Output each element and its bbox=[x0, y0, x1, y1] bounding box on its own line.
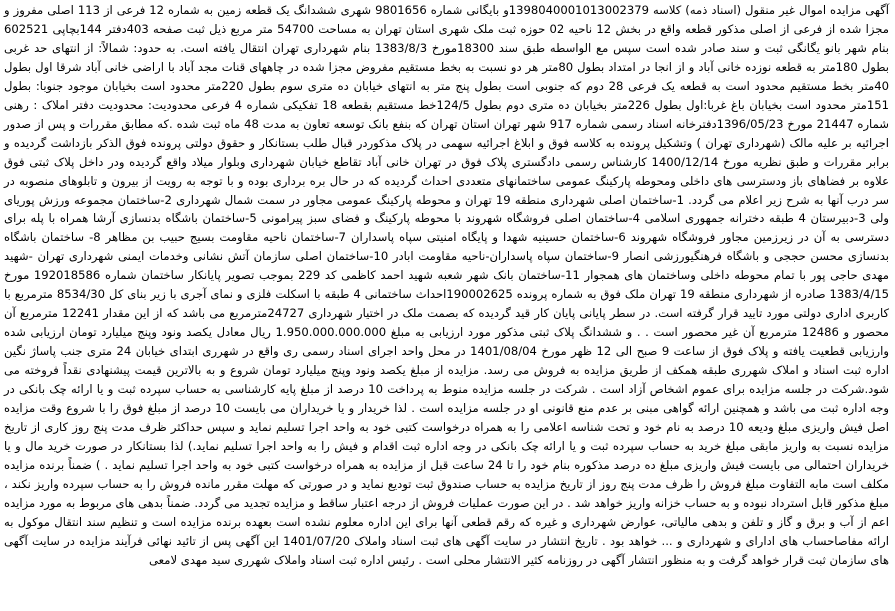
auction-notice-text: آگهی مزایده اموال غیر منقول (اسناد ذمه) کلاسه 1398040001013002379و بایگانی شماره 9801656 شهری ششدانگ یک قطعه زمین به شماره 12 فرعی از 113 اصلی مفروز و مجزا شده از فرعی از اصلی مذکور قطعه واقع در بخش 12 ناحیه 02 حوزه ثبت ملک شهری استان تهران به مساحت 54700 متر مربع ذیل ثبت صفحه 403دفتر 144بچاپی 602521 بنام شهر بانو یگانگی ثبت و سند صادر شده است سپس مع الواسطه طبق سند 18300مورخ 1383/8/3 بنام شهرداری تهران انتقال یافته است. به حدود: شمالاً: از انتهای حد غربی بطول 180متر به قطعه نوزده خانی آباد و از انجا در امتداد بطول 80متر هر دو نسبت به بخط مستقیم مفروض مجزا شده در چاههای قنات مجد آباد با اراضی خانی آباد شرقا اول بطول 40متر بخط مستقیم محدود است به قطعه یک فرعی 28 دوم که جنوبی است بطول پنج متر به انتهای خیابان ده متری سوم بطول 220متر محدود است بخیابان موجود جنوبا: بطول 151متر محدود است بخیابان باغ غربا:اول بطول 226متر بخیابان ده متری دوم بطول 124/5خط مستقیم بقطعه 18 تفکیکی شماره 4 فرعی محدودیت: محدودیت دفتر املاک : رهنی شماره 21447 مورخ 1396/05/23دفترخانه اسناد رسمی شماره 917 شهر تهران استان تهران که بنفع بانک توسعه تعاون به مدت 48 ماه ثبت شده .که مطابق مقررات و پس از صدور اجرائیه بر علیه مالک (شهرداری تهران ) وتشکیل پرونده به کلاسه فوق و ابلاغ اجرائیه سهمی در پلاک مذکوردر قبال طلب بستانکار و حقوق دولتی پرونده فوق الذکر بازداشت گردیده و برابر مقررات و طبق نظریه مورخ 1400/12/14 کارشناس رسمی دادگستری پلاک فوق در تهران خانی آباد تقاطع خیابان شهرداری وبلوار میلاد واقع گردیده ودر داخل پلاک ثبتی فوق علاوه بر فضاهای باز ودسترسی های داخلی ومحوطه پارکینگ عمومی ساختمانهای متعددی احداث گردیده که در حال بره برداری بوده و با توجه به رویت از بیرون و تابلوهای منصوبه در سر درب آنها به شرح زیر اعلام می گردد. 1-ساختمان اصلی شهرداری منطقه 19 تهران و محوطه پارکینگ عمومی مجاور در سمت شمال شهرداری 2-ساختمان مجموعه ورزش پوریای ولی 3-دبیرستان 4 طبقه دخترانه جمهوری اسلامی 4-ساختمان اصلی فروشگاه شهروند با محوطه پارکینگ و فضای سبز پیرامونی 5-ساختمان باشگاه بدنسازی آرشا همراه با پله برای دسترسی به آن در زیرزمین مجاور فروشگاه شهروند 6-ساختمان حسینیه شهدا و پایگاه امنیتی سپاه پاسداران 7-ساختمان ناحیه مقاومت بسیج حبیب بن مظاهر 8- ساختمان باشگاه بدنسازی محسن حججی و باشگاه فرهنگیورزشی انصار 9-ساختمان سپاه پاسداران-ناحیه مقاومت ابادر 10-ساختمان اصلی سازمان آتش نشانی وخدمات ایمنی شهرداری تهران -شهید مهدی حاجی پور با تمام محوطه داخلی وساختمان های همجوار 11-ساختمان بانک شهر شعبه شهید احمد کاظمی کد 229 بموجب تصویر پایانکار ساختمان شماره 192018586 مورخ 1383/4/15 صادره از شهرداری منطقه 19 تهران ملک فوق به شماره پرونده 190002625احداث ساختمانی 4 طبقه با اسکلت فلزی و نمای آجری با زیر بنای کل 8534/30 مترمربع با کاربری اداری دولتی مورد تایید قرار گرفته است. در سطر پایانی پایان کار قید گردیده که بصمت ملک در اختیار شهرداری 24727مترمربع می باشد که از این مقدار 12241 مترمربع آن محصور و 12486 مترمربع آن غیر محصور است . . و ششدانگ پلاک ثبتی مذکور مورد ارزیابی به مبلغ 1.950.000.000.000 ریال معادل یکصد ونود وپنج میلیارد تومان ارزیابی شده وارزیابی قطعیت یافته و پلاک فوق از ساعت 9 صبح الی 12 ظهر مورخ 1401/08/04 در محل واحد اجرای اسناد رسمی ری واقع در شهرری ابتدای خیابان 24 متری جنب پاساژ نگین اداره ثبت اسناد و املاک شهرری طبقه همکف از طریق مزایده به فروش می رسد. مزایده از مبلغ یکصد ونود وپنج میلیارد تومان شروع و به بالاترین قیمت پیشنهادی نقداً فروخته می شود.شرکت در جلسه مزایده برای عموم اشخاص آزاد است . شرکت در جلسه مزایده منوط به پرداخت 10 درصد از مبلغ پایه کارشناسی به حساب سپرده ثبت و یا ارائه چک بانکی در وجه اداره ثبت می باشد و همچنین ارائه گواهی مبنی بر عدم منع قانونی او در جلسه مزایده است . لذا خریدار و یا خریداران می بایست 10 درصد از مبلغ فوق را با شروع وقت مزایده اصل فیش واریزی مبلغ ودیعه 10 درصد به نام خود و تحت شناسه اعلامی را به همراه درخواست کتبی خود به واحد اجرا تسلیم نماید و سپس حداکثر ظرف مدت پنج روز کاری از تاریخ مزایده نسبت به واریز مابقی مبلغ خرید به حساب سپرده ثبت و یا ارائه چک بانکی در وجه اداره ثبت اقدام و فیش را به واحد اجرا تسلیم نماید.) لذا بستانکار در صورت خرید مال و یا خریداران احتمالی می بایست فیش واریزی مبلغ ده درصد مذکوره بنام خود را تا 24 ساعت قبل از مزایده به همراه درخواست کتبی خود به واحد اجرا تسلیم نماید . ) ضمناً برنده مزایده مکلف است مابه التفاوت مبلغ فروش را ظرف مدت پنج روز از تاریخ مزایده به حساب صندوق ثبت تودیع نماید و در صورتی که مهلت مقرر مانده فروش را به حساب سپرده واریز نکند ، مبلغ مذکور قابل استرداد نبوده و به حساب خزانه واریز خواهد شد . در این صورت عملیات فروش از درجه اعتبار ساقط و مزایده تجدید می گردد. ضمناً بدهی های مربوط به مورد مزایده اعم از آب و برق و گاز و تلفن و بدهی مالیاتی، عوارض شهرداری و غیره که رقم قطعی آنها برای این اداره معلوم نشده است بعهده برنده مزایده است و تنظیم سند انتقال موکول به ارائه مفاصاحساب های ادارای و شهرداری و ... خواهد بود . تاریخ انتشار در سایت آگهی های ثبت اسناد واملاک 1401/07/20 این آگهی پس از تائید نهائی فرآیند مزایده در سایت آگهی های سازمان ثبت قرار خواهد گرفت و به منظور انتشار آگهی در روزنامه کثیر الانتشار محلی است . رئیس اداره ثبت اسناد واملاک شهرری سید مهدی لامعی bbox=[4, 3, 890, 567]
